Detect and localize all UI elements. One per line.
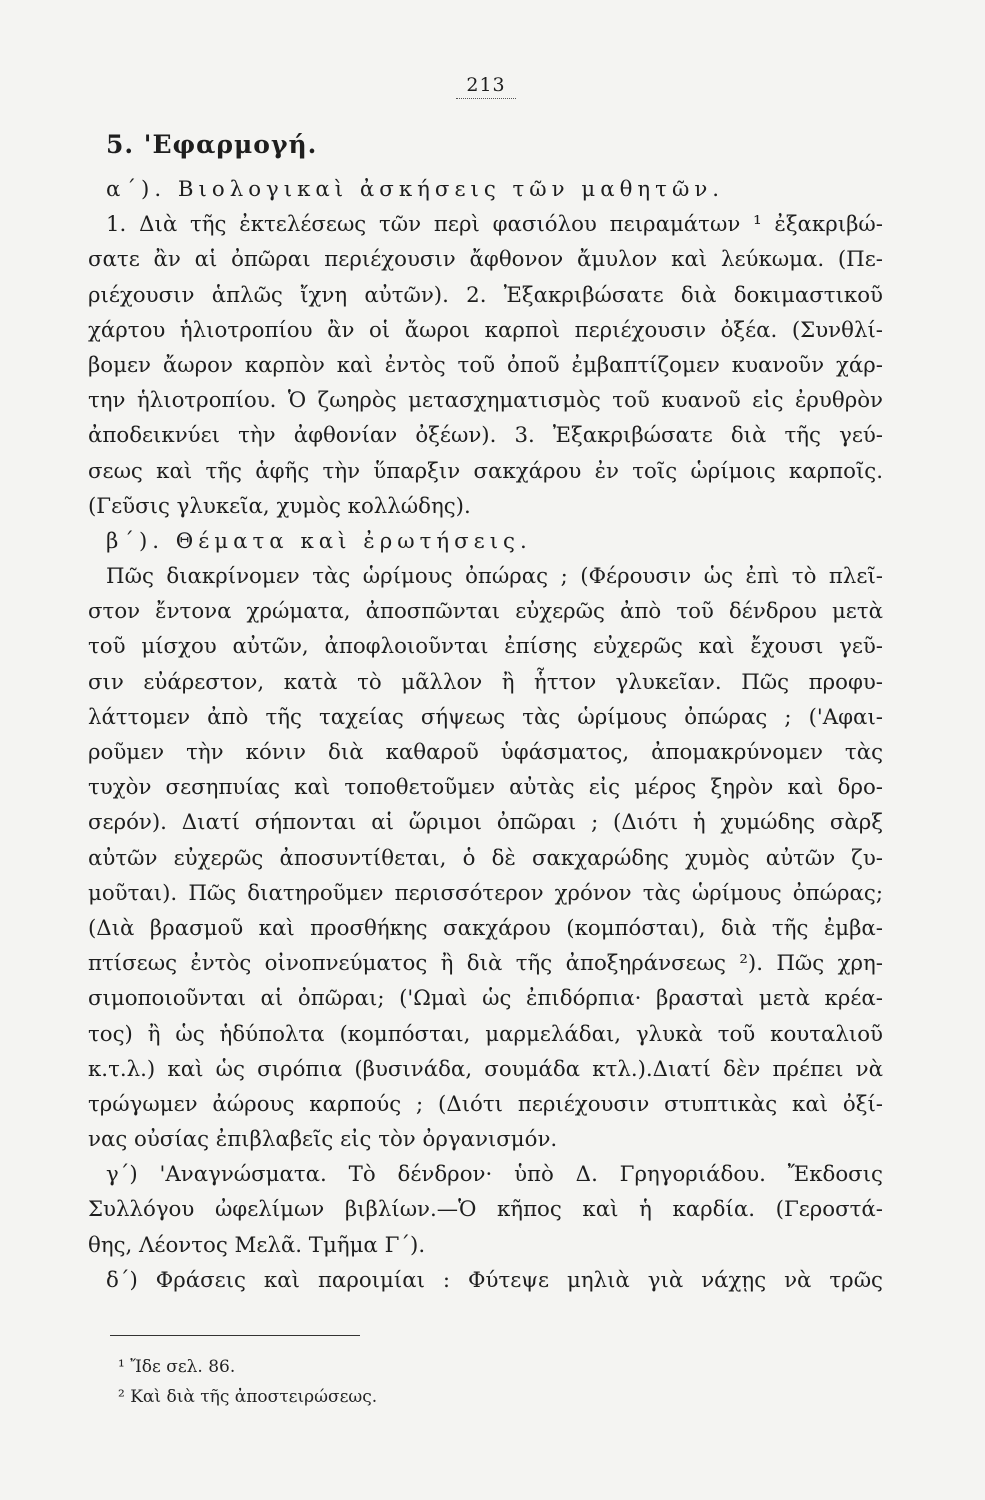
footnote: ² Καὶ διὰ τῆς ἀποστειρώσεως. xyxy=(118,1387,378,1407)
text-line: χάρτου ἡλιοτροπίου ἂν οἱ ἄωροι καρποὶ περιέχουσιν ὀξέα. (Συνθλί- xyxy=(88,317,883,343)
text-line: τος) ἢ ὡς ἡδύπολτα (κομπόσται, μαρμελάδαι, γλυκὰ τοῦ κουταλιοῦ xyxy=(88,1021,883,1047)
body-text xyxy=(88,172,883,1298)
text-line: ἀποδεικνύει τὴν ἀφθονίαν ὀξέων). 3. Ἐξακριβώσατε διὰ τῆς γεύ- xyxy=(88,423,883,449)
text-line: ροῦμεν τὴν κόνιν διὰ καθαροῦ ὑφάσματος, ἀπομακρύνομεν τὰς xyxy=(88,740,883,765)
footnote: ¹ Ἴδε σελ. 86. xyxy=(118,1357,236,1377)
footnote-rule xyxy=(110,1335,360,1336)
text-line: την ἡλιοτροπίου. Ὁ ζωηρὸς μετασχηματισμὸς τοῦ κυανοῦ εἰς ἐρυθρὸν xyxy=(88,388,883,414)
text-line: Συλλόγου ὠφελίμων βιβλίων.—Ὁ κῆπος καὶ ἡ καρδία. (Γεροστά- xyxy=(88,1197,883,1223)
section-heading: 5. 'Εφαρμογή. xyxy=(106,130,318,159)
text-line: πτίσεως ἐντὸς οἰνοπνεύματος ἢ διὰ τῆς ἀποξηράνσεως ²). Πῶς χρη- xyxy=(88,951,883,977)
page-number: 213 xyxy=(456,74,516,99)
text-line: σατε ἂν αἱ ὀπῶραι περιέχουσιν ἄφθονον ἄμυλον καὶ λεύκωμα. (Πε- xyxy=(88,247,883,273)
text-line: σερόν). Διατί σήπονται αἱ ὥριμοι ὀπῶραι ; (Διότι ἡ χυμώδης σὰρξ xyxy=(88,810,883,836)
text-line: βομεν ἄωρον καρπὸν καὶ ἐντὸς τοῦ ὀποῦ ἐμβαπτίζομεν κυανοῦν χάρ- xyxy=(88,352,883,378)
text-line: τρώγωμεν ἀώρους καρπούς ; (Διότι περιέχουσιν στυπτικὰς καὶ ὀξί- xyxy=(88,1091,883,1117)
text-line: τυχὸν σεσηπυίας καὶ τοποθετοῦμεν αὐτὰς εἰς μέρος ξηρὸν καὶ δρο- xyxy=(88,775,883,801)
text-line: 1. Διὰ τῆς ἐκτελέσεως τῶν περὶ φασιόλου πειραμάτων ¹ ἐξακριβώ- xyxy=(106,212,883,238)
text-line: κ.τ.λ.) καὶ ὡς σιρόπια (βυσινάδα, σουμάδα κτλ.).Διατί δὲν πρέπει νὰ xyxy=(88,1056,883,1082)
text-line: σιμοποιοῦνται αἱ ὀπῶραι; ('Ωμαὶ ὡς ἐπιδόρπια· βρασταὶ μετὰ κρέα- xyxy=(88,986,883,1012)
text-line: α΄). Βιολογικαὶ ἀσκήσεις τῶν μαθητῶν. xyxy=(106,177,725,202)
text-line: β΄). Θέματα καὶ ἐρωτήσεις. xyxy=(106,528,532,554)
text-line: ριέχουσιν ἁπλῶς ἴχνη αὐτῶν). 2. Ἐξακριβώσατε διὰ δοκιμαστικοῦ xyxy=(88,282,883,308)
text-line: σεως καὶ τῆς ἁφῆς τὴν ὕπαρξιν σακχάρου ἐν τοῖς ὡρίμοις καρποῖς. xyxy=(88,458,883,484)
text-line: σιν εὐάρεστον, κατὰ τὸ μᾶλλον ἢ ἧττον γλυκεῖαν. Πῶς προφυ- xyxy=(88,669,883,695)
text-line: (Γεῦσις γλυκεῖα, χυμὸς κολλώδης). xyxy=(88,493,471,519)
text-line: θης, Λέοντος Μελᾶ. Τμῆμα Γ΄). xyxy=(88,1232,426,1258)
text-line: μοῦται). Πῶς διατηροῦμεν περισσότερον χρόνον τὰς ὡρίμους ὀπώρας; xyxy=(88,880,883,906)
footnotes xyxy=(118,1352,377,1412)
text-line: στον ἔντονα χρώματα, ἀποσπῶνται εὐχερῶς ἀπὸ τοῦ δένδρου μετὰ xyxy=(88,599,883,625)
text-line: γ΄) 'Αναγνώσματα. Τὸ δένδρον· ὑπὸ Δ. Γρηγοριάδου. Ἔκδοσις xyxy=(106,1162,883,1188)
text-line: (Διὰ βρασμοῦ καὶ προσθήκης σακχάρου (κομπόσται), διὰ τῆς ἐμβα- xyxy=(88,915,883,941)
text-line: λάττομεν ἀπὸ τῆς ταχείας σήψεως τὰς ὡρίμους ὀπώρας ; ('Αφαι- xyxy=(88,704,883,730)
text-line: τοῦ μίσχου αὐτῶν, ἀποφλοιοῦνται ἐπίσης εὐχερῶς καὶ ἔχουσι γεῦ- xyxy=(88,634,883,660)
text-line: νας οὐσίας ἐπιβλαβεῖς εἰς τὸν ὀργανισμόν. xyxy=(88,1127,558,1153)
text-line: αὐτῶν εὐχερῶς ἀποσυντίθεται, ὁ δὲ σακχαρώδης χυμὸς αὐτῶν ζυ- xyxy=(88,845,883,871)
text-line: δ΄) Φράσεις καὶ παροιμίαι : Φύτεψε μηλιὰ γιὰ νάχῃς νὰ τρῶς xyxy=(106,1267,883,1293)
text-line: Πῶς διακρίνομεν τὰς ὡρίμους ὀπώρας ; (Φέρουσιν ὡς ἐπὶ τὸ πλεῖ- xyxy=(106,564,883,590)
